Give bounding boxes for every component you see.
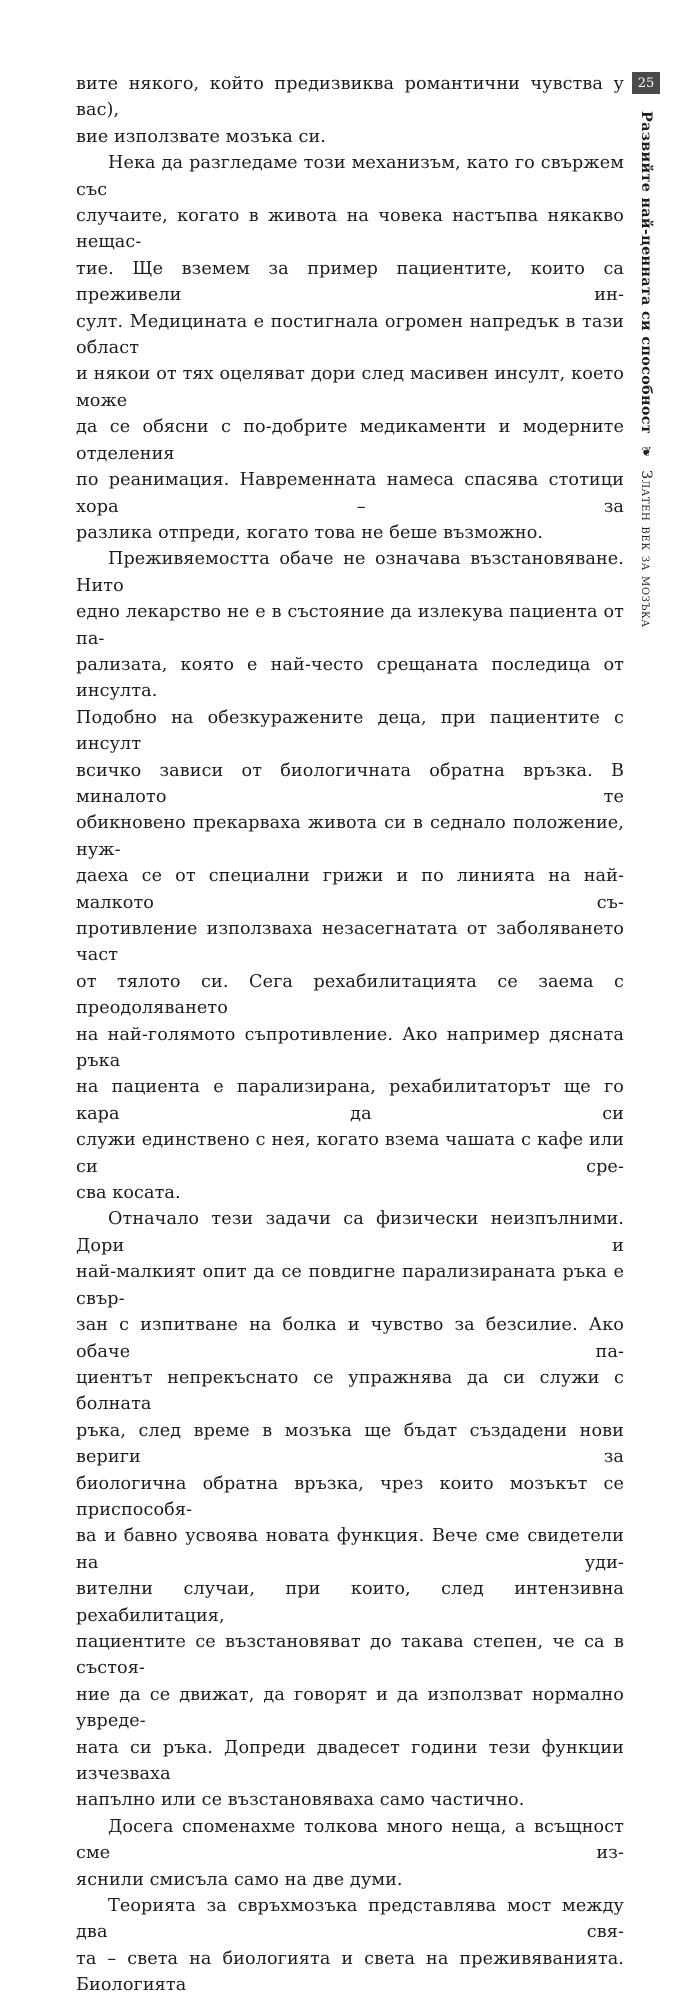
text-line: всичко зависи от биологичната обратна връзка. В миналото те xyxy=(76,760,624,807)
text-line: ва и бавно усвоява новата функция. Вече сме свидетели на уди- xyxy=(76,1526,624,1573)
running-head-chapter-title: Златен век за мозъка xyxy=(638,470,654,628)
text-line: едно лекарство не е в състояние да излекува пациента от па- xyxy=(76,602,624,649)
running-head xyxy=(634,111,658,1031)
text-line: яснили смисъла само на две думи. xyxy=(76,1869,403,1890)
text-line: вителни случаи, при които, след интензивна рехабилитация, xyxy=(76,1579,624,1626)
text-line: тие. Ще вземем за пример пациентите, които са преживели ин- xyxy=(76,258,624,306)
text-line: Отначало тези задачи са физически неизпълними. Дори и xyxy=(76,1209,624,1256)
text-line: Подобно на обезкуражените деца, при пациентите с инсулт xyxy=(76,707,624,755)
text-line: Преживяемостта обаче не означава възстановяване. Нито xyxy=(76,549,624,596)
text-line: пациентите се възстановяват до такава степен, че са в състоя- xyxy=(76,1631,624,1679)
text-line: напълно или се възстановяваха само частично. xyxy=(76,1790,525,1811)
text-line: Досега споменахме толкова много неща, а всъщност сме из- xyxy=(76,1816,624,1864)
page-body xyxy=(76,71,624,1999)
text-line: рализата, която е най-често срещаната последица от инсулта. xyxy=(76,654,624,702)
text-line: зан с изпитване на болка и чувство за безсилие. Ако обаче па- xyxy=(76,1315,624,1362)
text-line: сва косата. xyxy=(76,1183,181,1204)
text-line: служи единствено с нея, когато взема чашата с кафе или си сре- xyxy=(76,1130,624,1177)
text-line: та – света на биологията и света на преживяванията. Биологията xyxy=(76,1948,624,1996)
text-line: от тялото си. Сега рехабилитацията се заема с преодоляването xyxy=(76,971,624,1019)
text-line: биологична обратна връзка, чрез които мозъкът се приспособя- xyxy=(76,1473,624,1520)
text-line: ръка, след време в мозъка ще бъдат създадени нови вериги за xyxy=(76,1420,624,1468)
text-line: Теорията за свръхмозъка представлява мост между два свя- xyxy=(76,1896,624,1943)
text-line: ната си ръка. Допреди двадесет години тези функции изчезваха xyxy=(76,1737,624,1784)
text-line: на пациента е парализирана, рехабилитаторът ще го кара да си xyxy=(76,1077,624,1124)
text-line: и някои от тях оцеляват дори след масивен инсулт, което може xyxy=(76,364,624,411)
text-line: най-малкият опит да се повдигне парализираната ръка е свър- xyxy=(76,1262,624,1309)
running-head-book-title: Развийте най-ценната си способност xyxy=(638,111,655,434)
text-line: вие използвате мозъка си. xyxy=(76,126,326,147)
fleuron-icon: ❦ xyxy=(639,444,654,460)
text-line: даеха се от специални грижи и по линията на най-малкото съ- xyxy=(76,866,624,913)
text-line: случаите, когато в живота на човека настъпва някакво нещас- xyxy=(76,206,624,253)
text-line: разлика отпреди, когато това не беше възможно. xyxy=(76,522,544,543)
text-line: обикновено прекарваха живота си в седнало положение, нуж- xyxy=(76,813,624,860)
text-line: Нека да разгледаме този механизъм, като го свържем със xyxy=(76,153,624,200)
text-line: ние да се движат, да говорят и да използват нормално увреде- xyxy=(76,1684,624,1732)
text-line: на най-голямото съпротивление. Ако например дясната ръка xyxy=(76,1024,624,1072)
text-line: да се обясни с по-добрите медикаменти и модерните отделения xyxy=(76,417,624,464)
text-line: вите някого, който предизвиква романтични чувства у вас), xyxy=(76,74,624,121)
text-line: султ. Медицината е постигнала огромен напредък в тази област xyxy=(76,311,624,359)
text-line: циентът непрекъснато се упражнява да си служи с болната xyxy=(76,1367,624,1415)
text-line: по реанимация. Навременната намеса спасява стотици хора – за xyxy=(76,470,624,517)
text-line: противление използваха незасегнатата от заболяването част xyxy=(76,919,624,966)
page-number: 25 xyxy=(632,72,660,94)
